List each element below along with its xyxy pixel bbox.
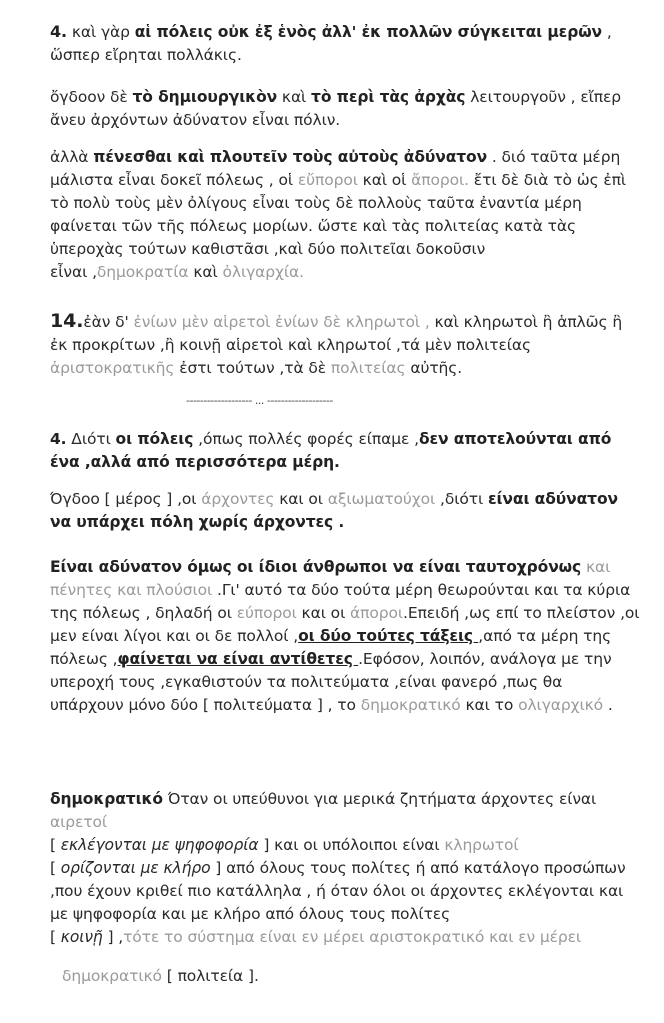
emphasis-text: Είναι αδύνατον όμως οι ίδιοι άνθρωποι να είναι ταυτοχρόνως xyxy=(50,558,582,576)
highlight-term: άποροι xyxy=(350,604,404,622)
highlight-term: ολιγαρχικό xyxy=(518,696,604,714)
emphasis-text: πένεσθαι καὶ πλουτεῖν τοὺς αὐτοὺς ἀδύνατον xyxy=(93,148,488,166)
emphasis-text: αἱ πόλεις οὐκ ἐξ ἑνὸς ἀλλ' ἐκ πολλῶν σύγκειται μερῶν xyxy=(134,23,603,41)
paragraph-number: 4. xyxy=(50,430,67,448)
highlight-term: εὔποροι xyxy=(297,171,358,189)
paragraph-4: 14.ἐὰν δ' ἐνίων μὲν αἱρετοὶ ἐνίων δὲ κληρωτοὶ , καὶ κληρωτοὶ ἢ ἁπλῶς ἢ ἐκ προκρίτων ,ἢ κοινῇ αἱρετοὶ καὶ κληρωτοί ,τά μὲν πολιτείας ἀριστοκρατικῆς ἐστι τούτων ,τὰ δὲ πολιτείας αὐτῆς. xyxy=(50,310,623,377)
highlight-term: ὀλιγαρχία. xyxy=(222,263,304,281)
emphasis-text: δεν αποτελούνται από ένα ,αλλά από περισσότερα μέρη. xyxy=(50,430,612,471)
section-separator: ------------------- ... ------------------- xyxy=(186,394,333,407)
italic-gloss: κοινῇ xyxy=(60,928,103,946)
paragraph-8-end: δημοκρατικό [ πολιτεία ]. xyxy=(62,967,259,985)
emphasis-text: τὸ δημιουργικὸν xyxy=(132,88,278,106)
emphasis-text: οι πόλεις xyxy=(115,430,194,448)
paragraph-7: Είναι αδύνατον όμως οι ίδιοι άνθρωποι να είναι ταυτοχρόνως και πένητες και πλούσιοι .Γι' αυτό τα δύο τούτα μέρη θεωρούνται και τα κύρια της πόλεως , δηλαδή οι εύποροι και οι άποροι.Επειδή ,ως επί το πλείστον ,οι μεν είναι λίγοι και οι δε πολλοί ,οι δύο τούτες τάξεις ,από τα μέρη της πόλεως ,φαίνεται να είναι αντίθετες .Εφόσον, λοιπόν, ανάλογα με την υπεροχή τους ,εγκαθιστούν τα πολιτεύματα ,είναι φανερό ,πως θα υπάρχουν μόνο δύο [ πολιτεύματα ] , το δημοκρατικό και το ολιγαρχικό . xyxy=(50,558,640,714)
paragraph-number: δημοκρατικό xyxy=(50,790,163,808)
highlight-term: τότε το σύστημα είναι εν μέρει αριστοκρατικό και εν μέρει xyxy=(123,928,582,946)
highlight-term: δημοκρατικό xyxy=(62,967,162,985)
highlight-term: και πένητες και πλούσιοι xyxy=(50,558,611,599)
paragraph-number: 14. xyxy=(50,310,84,332)
paragraph-number: 4. xyxy=(50,22,68,41)
paragraph-1: 4. καὶ γὰρ αἱ πόλεις οὐκ ἐξ ἑνὸς ἀλλ' ἐκ πολλῶν σύγκειται μερῶν , ὥσπερ εἴρηται πολλάκις. xyxy=(50,22,612,64)
highlight-term: κληρωτοί xyxy=(444,836,519,854)
underlined-emphasis: φαίνεται να είναι αντίθετες xyxy=(117,650,359,668)
highlight-term: ἀριστοκρατικῆς xyxy=(50,359,175,377)
paragraph-3: ἀλλὰ πένεσθαι καὶ πλουτεῖν τοὺς αὐτοὺς ἀδύνατον . διό ταῦτα μέρη μάλιστα εἶναι δοκεῖ πόλεως , οἱ εὔποροι καὶ οἱ ἄποροι. ἔτι δὲ διὰ τὸ ὡς ἐπὶ τὸ πολὺ τοὺς μὲν ὀλίγους εἶναι τοὺς δὲ πολλοὺς ταῦτα ἐναντία μέρη φαίνεται τῶν τῆς πόλεως μορίων. ὥστε καὶ τὰς πολιτείας κατὰ τὰς ὑπεροχὰς τούτων καθιστᾶσι ,καὶ δύο πολιτεῖαι δοκοῦσιν εἶναι ,δημοκρατία καὶ ὀλιγαρχία. xyxy=(50,148,627,281)
highlight-term: εύποροι xyxy=(236,604,297,622)
italic-gloss: εκλέγονται με ψηφοφορία xyxy=(60,836,259,854)
highlight-term: αξιωματούχοι xyxy=(327,490,436,508)
italic-gloss: ορίζονται με κλήρο xyxy=(60,859,211,877)
highlight-term: πολιτείας xyxy=(330,359,406,377)
paragraph-6: Όγδοο [ μέρος ] ,οι άρχοντες και οι αξιωματούχοι ,διότι είναι αδύνατον να υπάρχει πόλη χωρίς άρχοντες . xyxy=(50,490,618,531)
highlight-term: δημοκρατικό xyxy=(360,696,461,714)
emphasis-text: τὸ περὶ τὰς ἀρχὰς xyxy=(311,88,466,106)
paragraph-8: δημοκρατικό Όταν οι υπεύθυνοι για μερικά ζητήματα άρχοντες είναι αιρετοί [ εκλέγονται με ψηφοφορία ] και οι υπόλοιποι είναι κληρωτοί [ ορίζονται με κλήρο ] από όλους τους πολίτες ή από κατάλογο προσώπων ,που έχουν κριθεί πιο κατάλληλα , ή όταν όλοι οι άρχοντες εκλέγονται και με ψηφοφορία και με κλήρο από όλους τους πολίτες [ κοινῇ ] ,τότε το σύστημα είναι εν μέρει αριστοκρατικό και εν μέρει xyxy=(50,790,626,946)
highlight-term: ἐνίων μὲν αἱρετοὶ ἐνίων δὲ κληρωτοὶ , xyxy=(133,313,430,331)
paragraph-2: ὄγδοον δὲ τὸ δημιουργικὸν καὶ τὸ περὶ τὰς ἀρχὰς λειτουργοῦν , εἴπερ ἄνευ ἀρχόντων ἀδύνατον εἶναι πόλιν. xyxy=(50,88,621,129)
underlined-emphasis: οι δύο τούτες τάξεις xyxy=(298,627,479,645)
highlight-term: άρχοντες xyxy=(201,490,275,508)
highlight-term: ἄποροι. xyxy=(411,171,469,189)
highlight-term: δημοκρατία xyxy=(96,263,189,281)
highlight-term: αιρετοί xyxy=(50,813,108,831)
paragraph-5: 4. Διότι οι πόλεις ,όπως πολλές φορές είπαμε ,δεν αποτελούνται από ένα ,αλλά από περισσότερα μέρη. xyxy=(50,430,612,471)
emphasis-text: είναι αδύνατον να υπάρχει πόλη χωρίς άρχοντες . xyxy=(50,490,618,531)
